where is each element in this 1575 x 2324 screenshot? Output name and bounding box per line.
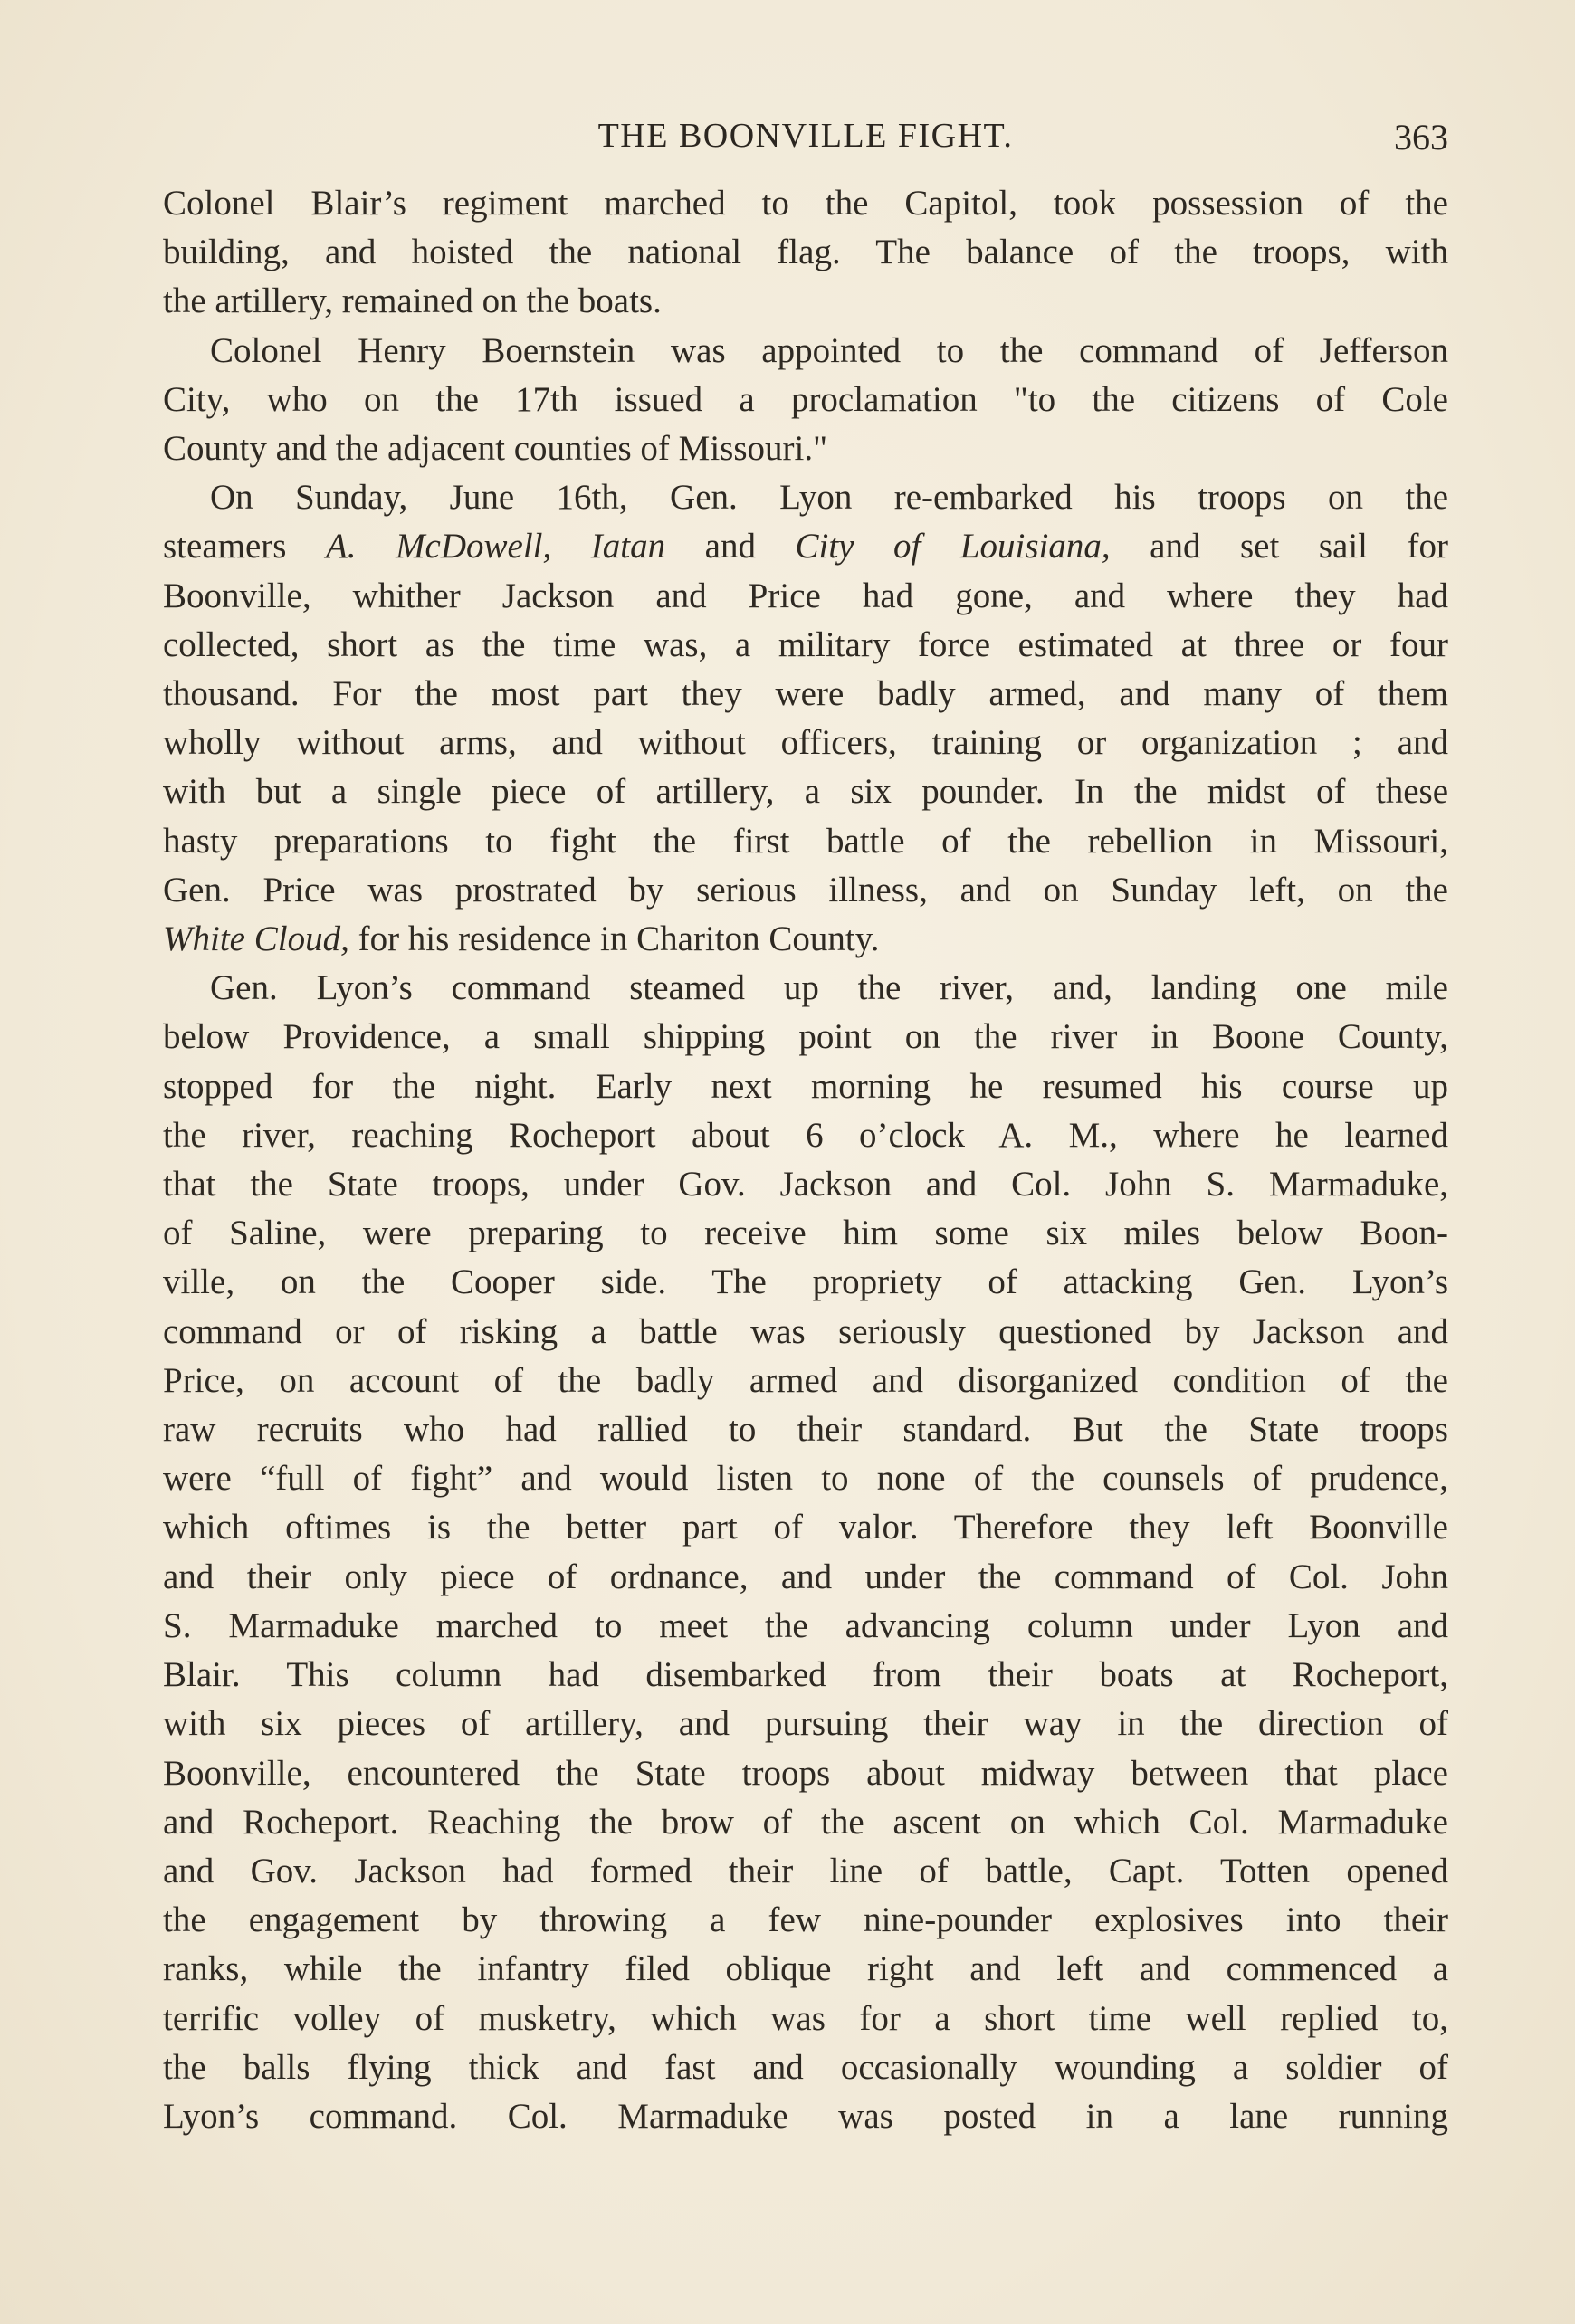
body-text — [163, 179, 1448, 2141]
text-line-12: wholly without arms, and without officers, training or organization ; and — [163, 723, 1448, 763]
text-line-2: building, and hoisted the national flag. The balance of the troops, with — [163, 233, 1448, 272]
text-line-20: the river, reaching Rocheport about 6 o’clock A. M., where he learned — [163, 1115, 1448, 1155]
text-line-27: were “full of fight” and would listen to none of the counsels of prudence, — [163, 1459, 1448, 1499]
text-line-25: Price, on account of the badly armed and disorganized condition of the — [163, 1360, 1448, 1400]
text-line-36: the engagement by throwing a few nine-pounder explosives into their — [163, 1900, 1448, 1940]
text-line-19: stopped for the night. Early next morning he resumed his course up — [163, 1066, 1448, 1106]
text-fragment: and set sail for — [1110, 527, 1449, 567]
text-line-28: which oftimes is the better part of valor. Therefore they left Boonville — [163, 1508, 1448, 1548]
text-line-16 — [163, 915, 1448, 964]
text-line-9: Boonville, whither Jackson and Price had gone, and where they had — [163, 576, 1448, 615]
text-line-8 — [163, 522, 1448, 571]
text-line-13: with but a single piece of artillery, a six pounder. In the midst of these — [163, 772, 1448, 812]
text-line-32: with six pieces of artillery, and pursuing their way in the direction of — [163, 1704, 1448, 1744]
text-line-35: and Gov. Jackson had formed their line of battle, Capt. Totten opened — [163, 1851, 1448, 1891]
text-line-3: the artillery, remained on the boats. — [163, 281, 662, 321]
italic-ship-name: White Cloud, — [163, 919, 349, 959]
text-line-22: of Saline, were preparing to receive him some six miles below Boon- — [163, 1214, 1448, 1253]
text-fragment: and — [665, 527, 796, 567]
page-number: 363 — [1394, 117, 1448, 157]
text-line-1: Colonel Blair’s regiment marched to the Capitol, took possession of the — [163, 184, 1448, 223]
text-line-5: City, who on the 17th issued a proclamation "to the citizens of Cole — [163, 379, 1448, 419]
text-line-11: thousand. For the most part they were badly armed, and many of them — [163, 674, 1448, 714]
text-line-7: On Sunday, June 16th, Gen. Lyon re-embarked his troops on the — [210, 478, 1448, 518]
text-line-4: Colonel Henry Boernstein was appointed to the command of Jefferson — [210, 330, 1448, 370]
text-line-10: collected, short as the time was, a military force estimated at three or four — [163, 624, 1448, 664]
text-line-17: Gen. Lyon’s command steamed up the river, and, landing one mile — [210, 968, 1448, 1008]
text-line-14: hasty preparations to fight the first battle of the rebellion in Missouri, — [163, 821, 1448, 861]
text-line-33: Boonville, encountered the State troops about midway between that place — [163, 1753, 1448, 1793]
text-line-24: command or of risking a battle was seriously questioned by Jackson and — [163, 1311, 1448, 1351]
text-line-38: terrific volley of musketry, which was for a short time well replied to, — [163, 1998, 1448, 2038]
text-line-34: and Rocheport. Reaching the brow of the ascent on which Col. Marmaduke — [163, 1802, 1448, 1842]
text-line-40: Lyon’s command. Col. Marmaduke was posted in a lane running — [163, 2096, 1448, 2136]
italic-ship-name: City of Louisiana, — [795, 527, 1111, 567]
running-title: THE BOONVILLE FIGHT. — [597, 117, 1014, 155]
text-line-23: ville, on the Cooper side. The propriety of attacking Gen. Lyon’s — [163, 1262, 1448, 1302]
running-head — [163, 116, 1448, 170]
text-fragment: for his residence in Chariton County. — [348, 919, 880, 959]
text-line-6: County and the adjacent counties of Missouri." — [163, 429, 828, 469]
text-line-31: Blair. This column had disembarked from their boats at Rocheport, — [163, 1655, 1448, 1695]
text-line-39: the balls flying thick and fast and occasionally wounding a soldier of — [163, 2047, 1448, 2087]
italic-ship-names: A. McDowell, Iatan — [325, 527, 666, 567]
text-fragment: steamers — [163, 527, 326, 567]
text-line-30: S. Marmaduke marched to meet the advancing column under Lyon and — [163, 1605, 1448, 1645]
text-line-21: that the State troops, under Gov. Jackson and Col. John S. Marmaduke, — [163, 1165, 1448, 1205]
text-line-29: and their only piece of ordnance, and under the command of Col. John — [163, 1557, 1448, 1596]
text-line-37: ranks, while the infantry filed oblique right and left and commenced a — [163, 1949, 1448, 1989]
text-line-18: below Providence, a small shipping point on the river in Boone County, — [163, 1017, 1448, 1057]
text-line-26: raw recruits who had rallied to their standard. But the State troops — [163, 1410, 1448, 1450]
text-line-15: Gen. Price was prostrated by serious illness, and on Sunday left, on the — [163, 870, 1448, 910]
